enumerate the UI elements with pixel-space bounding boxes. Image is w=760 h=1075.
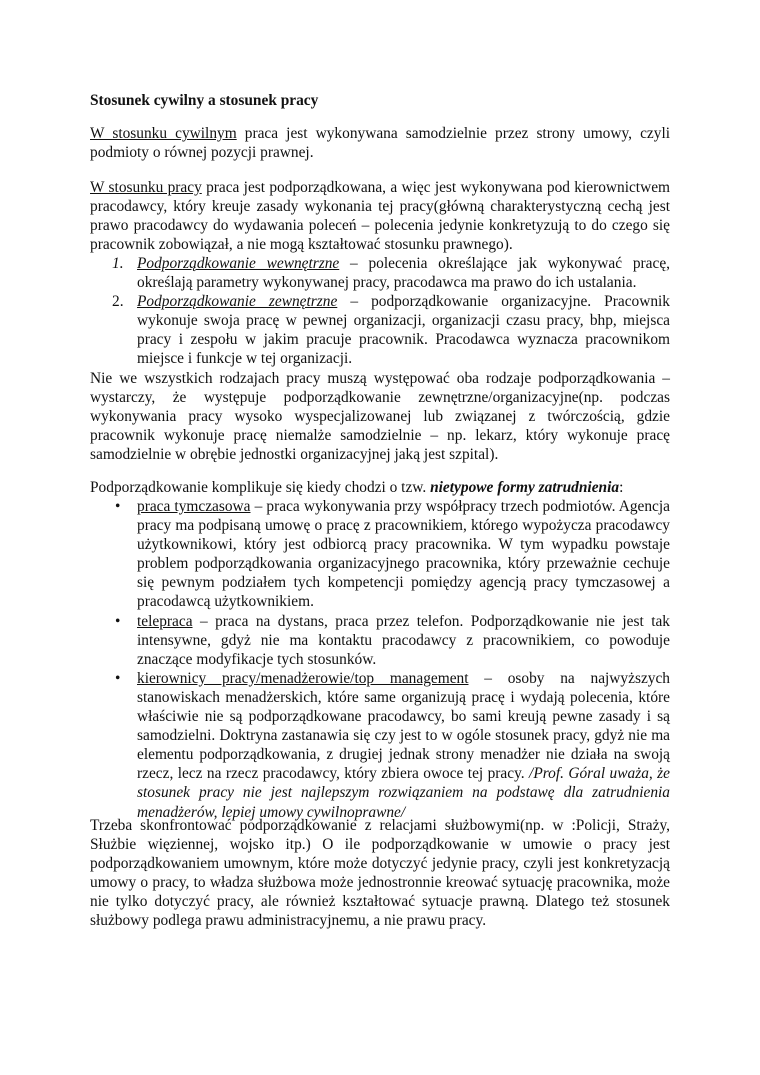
bold-italic-term: nietypowe formy zatrudnienia [430, 479, 620, 496]
list-text: – polecenia określające jak wykonywać pracę, określają parametry wykonywanej pracy, pracodawca ma prawo do ich ustalania. [137, 255, 670, 292]
paragraph-service-relations: Trzeba skonfrontować podporządkowanie z relacjami służbowymi(np. w :Policji, Straży, Służbie więziennej, wojsko itp.) O ile podporządkowanie w umowie o pracy jest podporządkowaniem umownym, które może dotyczyć jedynie pracy, czyli jest konkretyzacją umowy o pracy, to władza służbowa może jednostronnie kreować sytuację pracownika, może nie tylko dotyczyć pracy, ale również kształtować sytuacje prawną. Dlatego też stosunek służbowy podlega prawu administracyjnemu, a nie prawu pracy. [90, 817, 670, 930]
italic-quote: /Prof. Góral uważa, że stosunek pracy nie jest najlepszym rozwiązaniem na podstawę dla zatrudnienia menadżerów, lepiej umowy cywilnoprawne/ [137, 765, 670, 821]
list-text: – praca wykonywania przy współpracy trzech podmiotów. Agencja pracy ma podpisaną umowę o pracę z pracownikiem, którego wypożycza pracodawcy użytkownikowi, który jest odbiorcą pracy pracownika. W tym wypadku powstaje problem podporządkowania organizacyjnego pracownika, który przeważnie cechuje się pewnym podziałem tych kompetencji pomiędzy agencją pracy tymczasowej a pracodawcą użytkownikiem. [137, 498, 670, 611]
bullet-list [90, 497, 670, 822]
paragraph-text: : [619, 479, 624, 496]
list-text: – praca na dystans, praca przez telefon. Podporządkowanie nie jest tak intensywne, gdyż nie ma kontaktu pracodawcy z pracownikiem, co powoduje znaczące modyfikacje tych stosunków. [137, 612, 670, 668]
paragraph-employment [90, 178, 670, 254]
paragraph-subordination: Nie we wszystkich rodzajach pracy muszą występować oba rodzaje podporządkowania – wystarczy, że występuje podporządkowanie zewnętrzne/organizacyjne(np. podczas wykonywania pracy wysoko wyspecjalizowanej lub związanej z twórczością, gdzie pracownik wykonuje pracę niemalże samodzielnie – np. lekarz, który wykonuje pracę samodzielnie w obrębie jednostki organizacyjnej jaką jest szpital). [90, 370, 670, 464]
numbered-list [90, 254, 670, 369]
list-term: kierownicy pracy/menadżerowie/top management [137, 669, 469, 687]
list-item [90, 292, 670, 368]
list-text: – podporządkowanie organizacyjne. Pracownik wykonuje swoja pracę w pewnej organizacji, organizacji czasu pracy, bhp, miejsca pracy i zespołu w jakim pracuje pracownik. Pracodawca wyznacza pracownikom miejsce i funkcje w tej organizacji. [137, 293, 670, 368]
list-term: telepraca [137, 612, 193, 630]
paragraph-civil [90, 124, 670, 162]
paragraph-text: Podporządkowanie komplikuje się kiedy chodzi o tzw. [90, 479, 431, 496]
bullet-icon: • [115, 498, 121, 515]
bullet-icon: • [115, 612, 121, 630]
list-item [90, 669, 670, 822]
list-number: 2. [112, 293, 124, 311]
bullet-icon: • [115, 669, 121, 687]
underlined-term: W stosunku cywilnym [90, 125, 237, 142]
list-term: praca tymczasowa [137, 498, 251, 515]
underlined-term: W stosunku pracy [90, 179, 202, 196]
list-term: Podporządkowanie wewnętrzne [137, 255, 340, 272]
list-item [90, 612, 670, 669]
paragraph-text: praca jest wykonywana samodzielnie przez strony umowy, czyli podmioty o równej pozycji prawnej. [90, 125, 671, 162]
list-item [90, 254, 670, 292]
paragraph-atypical-intro [90, 478, 670, 497]
list-number: 1. [112, 255, 124, 272]
document-title: Stosunek cywilny a stosunek pracy [90, 92, 319, 109]
list-text: – osoby na najwyższych stanowiskach menadżerskich, które same organizują pracę i wydają polecenia, które właściwie nie są podporządkowane pracodawcy, bo sami kreują pewne zasady i są samodzielni. Doktryna zastanawia się czy jest to w ogóle stosunek pracy, gdyż nie ma elementu podporządkowania, z drugiej jednak strony menadżer nie działa na swoją rzecz, lecz na rzecz pracodawcy, który zbiera owoce tej pracy. [137, 669, 670, 783]
list-item [90, 497, 670, 612]
list-term: Podporządkowanie zewnętrzne [137, 293, 338, 311]
paragraph-text: praca jest podporządkowana, a więc jest wykonywana pod kierownictwem pracodawcy, który kreuje zasady wykonania tej pracy(główną charakterystyczną cechą jest prawo pracodawcy do wydawania poleceń – polecenia jedynie konkretyzują to do czego się pracownik zobowiązał, a nie mogą kształtować stosunku prawnego). [90, 179, 670, 254]
